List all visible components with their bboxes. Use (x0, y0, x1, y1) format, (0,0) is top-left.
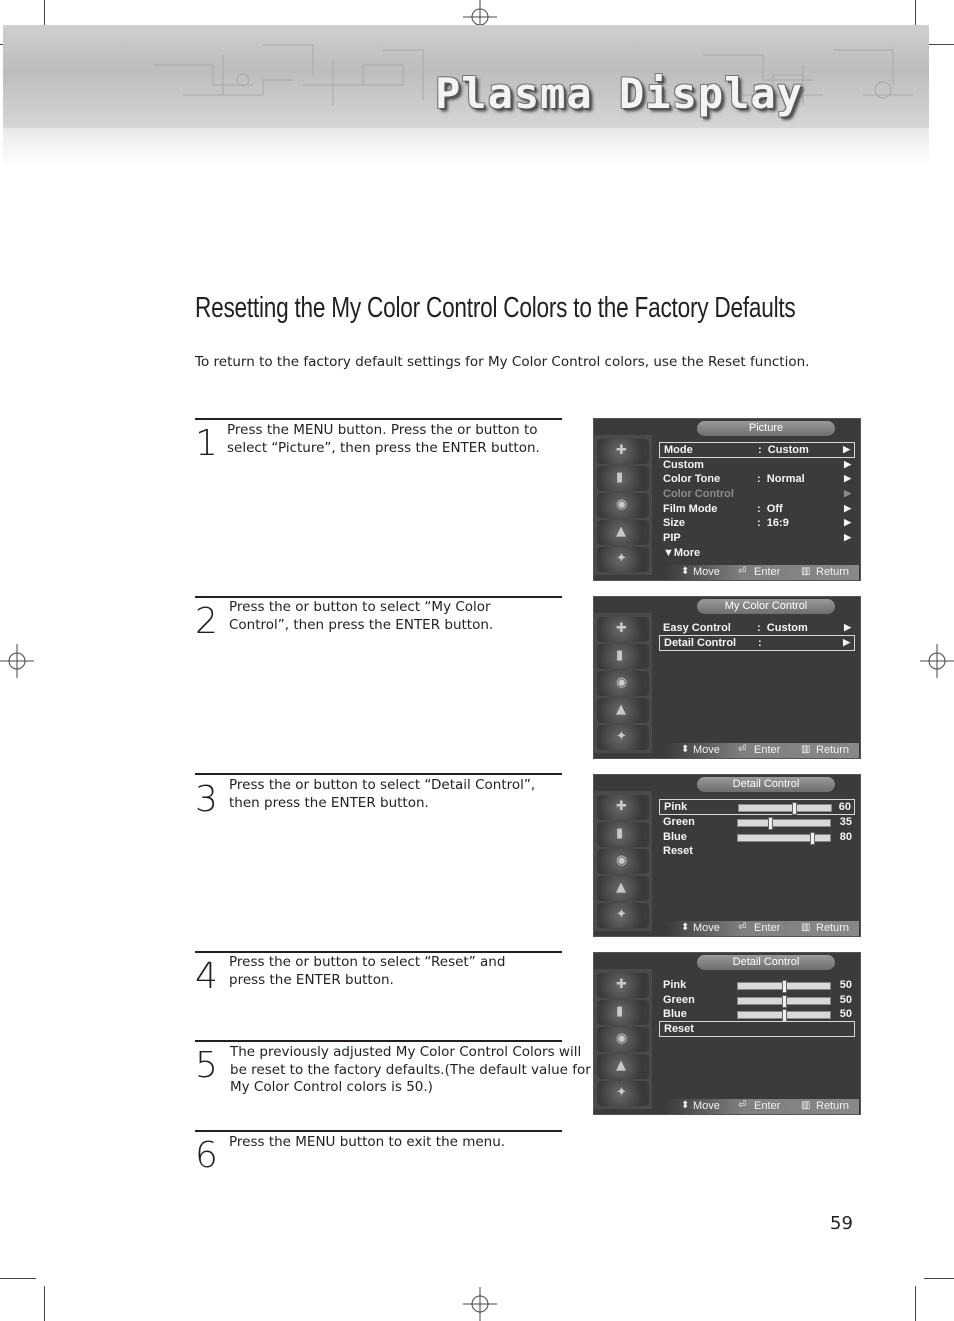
osd-slider-row[interactable] (659, 815, 855, 829)
osd-footer-enter: Enter (754, 744, 781, 756)
osd-menu-item[interactable] (659, 635, 855, 651)
osd-item-label: Reset (664, 1023, 694, 1035)
osd-footer-move: Move (693, 744, 720, 756)
step-text: The previously adjusted My Color Control Colors will be reset to the factory defaults.(The default value for My Color Control colors is 50.) (230, 1044, 591, 1095)
osd-item-value: 50 (839, 979, 852, 991)
setup-icon: ✦ (597, 1081, 649, 1106)
osd-title: Detail Control (697, 955, 835, 970)
banner-fade (3, 128, 929, 166)
osd-item-value: : Custom (757, 622, 808, 634)
sound-icon: ◉ (597, 493, 649, 518)
arrow-right-icon: ▶ (843, 444, 850, 454)
setup-icon: ✦ (597, 725, 649, 750)
blue-slider[interactable] (737, 1011, 831, 1019)
updown-icon: ⬍ (681, 566, 690, 577)
osd-item-value: : 16:9 (757, 517, 789, 529)
osd-title: Picture (697, 421, 835, 436)
pink-slider[interactable] (738, 804, 832, 812)
osd-item-label: Film Mode (663, 503, 718, 515)
osd-menu-item (659, 487, 855, 501)
channel-icon: ▲ (597, 1054, 649, 1079)
arrow-right-icon: ▶ (844, 622, 851, 632)
input-icon: ✚ (597, 973, 649, 998)
osd-screen-picture (593, 418, 861, 581)
osd-item-label: Blue (663, 831, 687, 843)
step-text: Press the or button to select “My Color Control”, then press the ENTER button. (229, 599, 494, 633)
osd-footer (665, 565, 859, 580)
osd-title: Detail Control (697, 777, 835, 792)
osd-item-value: 60 (838, 801, 851, 813)
slider-thumb[interactable] (792, 802, 797, 815)
step-number: 6 (195, 1135, 218, 1176)
osd-menu-item[interactable] (659, 844, 855, 858)
picture-icon: ▮ (597, 1000, 649, 1025)
enter-icon: ⏎ (738, 1100, 747, 1111)
osd-item-value: 50 (839, 994, 852, 1006)
step-number: 1 (195, 423, 218, 464)
slider-thumb[interactable] (768, 817, 773, 830)
osd-menu-item[interactable] (659, 621, 855, 635)
osd-footer (665, 921, 859, 936)
osd-slider-row[interactable] (659, 1007, 855, 1021)
step-number: 4 (195, 956, 218, 997)
step-text: Press the MENU button. Press the or button to select “Picture”, then press the ENTER button. (227, 422, 540, 456)
osd-item-label: Mode (664, 444, 693, 456)
picture-icon: ▮ (597, 466, 649, 491)
step-divider (195, 951, 562, 953)
osd-menu-item[interactable] (659, 442, 855, 458)
osd-item-label: Custom (663, 459, 704, 471)
osd-slider-row[interactable] (659, 993, 855, 1007)
input-icon: ✚ (597, 795, 649, 820)
crop-mark (915, 1286, 916, 1321)
osd-title: My Color Control (697, 599, 835, 614)
header-banner (3, 25, 929, 128)
osd-screen-my-color-control (593, 596, 861, 759)
registration-mark-icon (920, 644, 954, 678)
menu-icon: ▥ (801, 566, 811, 577)
osd-menu-item[interactable] (659, 1021, 855, 1037)
osd-item-label: Green (663, 816, 695, 828)
step-number: 5 (195, 1045, 218, 1086)
menu-icon: ▥ (801, 922, 811, 933)
osd-item-label: Color Control (663, 488, 734, 500)
osd-item-label: Detail Control (664, 637, 737, 649)
step-number: 3 (195, 779, 218, 820)
osd-item-value: : Off (757, 503, 783, 515)
osd-item-label: ▼More (663, 547, 701, 559)
osd-item-label: Size (663, 517, 686, 529)
registration-mark-icon (0, 644, 34, 678)
slider-thumb[interactable] (782, 980, 787, 993)
channel-icon: ▲ (597, 876, 649, 901)
enter-icon: ⏎ (738, 922, 747, 933)
osd-menu-item[interactable] (659, 458, 855, 472)
osd-item-value: 35 (839, 816, 852, 828)
crop-mark (44, 1286, 45, 1321)
osd-item-label: Easy Control (663, 622, 731, 634)
step-text: Press the MENU button to exit the menu. (229, 1134, 506, 1150)
page-title: Resetting the My Color Control Colors to the Factory Defaults (195, 292, 796, 324)
osd-footer-enter: Enter (754, 922, 781, 934)
intro-text: To return to the factory default settings for My Color Control colors, use the Reset function. (195, 354, 810, 370)
arrow-right-icon: ▶ (844, 459, 851, 469)
setup-icon: ✦ (597, 903, 649, 928)
osd-item-value: : (758, 637, 762, 649)
green-slider[interactable] (737, 997, 831, 1005)
step-text: Press the or button to select “Detail Control”, then press the ENTER button. (229, 777, 536, 811)
osd-footer-return: Return (816, 1100, 850, 1112)
osd-sidebar (594, 969, 652, 1109)
osd-item-value: 80 (839, 831, 852, 843)
picture-icon: ▮ (597, 822, 649, 847)
osd-sidebar (594, 791, 652, 931)
menu-icon: ▥ (801, 744, 811, 755)
green-slider[interactable] (737, 819, 831, 827)
banner-title: Plasma Display (435, 69, 804, 118)
step-number: 2 (195, 601, 218, 642)
osd-item-value: 50 (839, 1008, 852, 1020)
osd-footer-return: Return (816, 566, 850, 578)
osd-footer-enter: Enter (754, 566, 781, 578)
input-icon: ✚ (597, 439, 649, 464)
picture-icon: ▮ (597, 644, 649, 669)
osd-footer-return: Return (816, 922, 850, 934)
registration-mark-icon (463, 1287, 497, 1321)
osd-footer-return: Return (816, 744, 850, 756)
arrow-right-icon: ▶ (843, 637, 850, 647)
arrow-right-icon: ▶ (844, 503, 851, 513)
step-text: Press the or button to select “Reset” and press the ENTER button. (229, 954, 506, 988)
osd-item-label: Color Tone (663, 473, 721, 485)
osd-item-label: Blue (663, 1008, 687, 1020)
enter-icon: ⏎ (738, 566, 747, 577)
channel-icon: ▲ (597, 698, 649, 723)
osd-slider-row[interactable] (659, 830, 855, 844)
osd-slider-row[interactable] (659, 978, 855, 992)
sound-icon: ◉ (597, 671, 649, 696)
osd-item-value: : Custom (758, 444, 809, 456)
arrow-right-icon: ▶ (844, 473, 851, 483)
blue-slider[interactable] (737, 834, 831, 842)
osd-item-value: : Normal (757, 473, 805, 485)
osd-sidebar (594, 435, 652, 575)
osd-item-label: Pink (663, 979, 687, 991)
arrow-right-icon: ▶ (844, 488, 851, 498)
crop-mark (0, 1278, 36, 1279)
pink-slider[interactable] (737, 982, 831, 990)
arrow-right-icon: ▶ (844, 517, 851, 527)
updown-icon: ⬍ (681, 744, 690, 755)
osd-footer (665, 743, 859, 758)
sound-icon: ◉ (597, 849, 649, 874)
osd-menu-item[interactable] (659, 472, 855, 486)
osd-slider-row[interactable] (659, 799, 855, 815)
arrow-right-icon: ▶ (844, 532, 851, 542)
osd-menu-item[interactable] (659, 546, 855, 560)
osd-footer (665, 1099, 859, 1114)
input-icon: ✚ (597, 617, 649, 642)
step-divider (195, 773, 562, 775)
osd-screen-detail-control-reset (593, 952, 861, 1115)
osd-item-label: Pink (664, 801, 688, 813)
osd-menu-item[interactable] (659, 531, 855, 545)
osd-screen-detail-control (593, 774, 861, 937)
osd-item-label: Green (663, 994, 695, 1006)
channel-icon: ▲ (597, 520, 649, 545)
osd-sidebar (594, 613, 652, 753)
osd-footer-enter: Enter (754, 1100, 781, 1112)
sound-icon: ◉ (597, 1027, 649, 1052)
osd-item-label: Reset (663, 845, 693, 857)
menu-icon: ▥ (801, 1100, 811, 1111)
osd-menu-item[interactable] (659, 516, 855, 530)
enter-icon: ⏎ (738, 744, 747, 755)
page-number: 59 (830, 1213, 853, 1234)
crop-mark (924, 1278, 954, 1279)
osd-item-label: PIP (663, 532, 681, 544)
step-divider (195, 418, 562, 420)
osd-footer-move: Move (693, 1100, 720, 1112)
osd-footer-move: Move (693, 922, 720, 934)
setup-icon: ✦ (597, 547, 649, 572)
step-divider (195, 596, 562, 598)
step-divider (195, 1130, 562, 1132)
step-divider (195, 1040, 562, 1042)
updown-icon: ⬍ (681, 1100, 690, 1111)
osd-footer-move: Move (693, 566, 720, 578)
osd-menu-item[interactable] (659, 502, 855, 516)
updown-icon: ⬍ (681, 922, 690, 933)
